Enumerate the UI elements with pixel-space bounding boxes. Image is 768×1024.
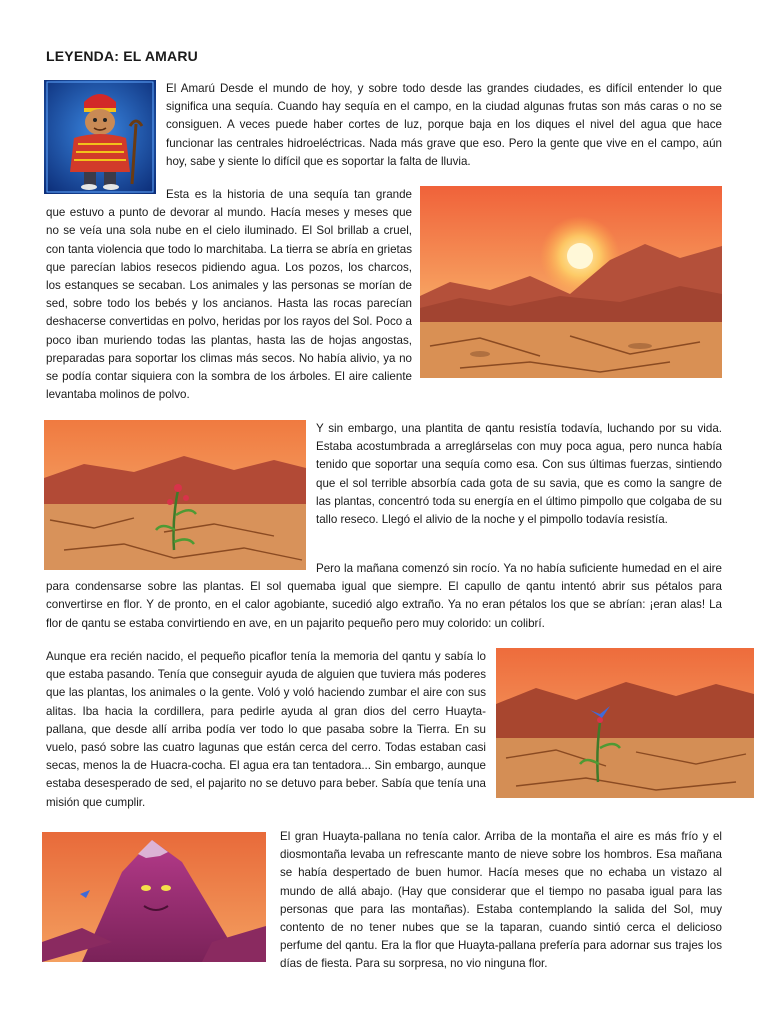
andean-man-illustration (44, 80, 156, 194)
paragraph-5: Aunque era recién nacido, el pequeño picaflor tenía la memoria del qantu y sabía lo que estaba pasando. Tenía que conseguir ayuda de alguien que tuviera más poderes que las plantas, los animales o la gente. Voló y voló haciendo zumbar el aire con sus alitas. Iba hacia la cordillera, para pedirle ayuda al gran dios del cerro Huayta-pallana, que desde allí arriba podía ver todo lo que pasaba sobre la Tierra. En su vuelo, pasó sobre las cuatro lagunas que están cerca del cerro. Todas estaban casi secas, menos la de Huacra-cocha. El agua era tan tentadora... Sin embargo, aunque estaba desesperado de sed, el pajarito no se detuvo para beber. Sabía que tenía una misión que cumplir. (46, 650, 486, 809)
paragraph-3: Y sin embargo, una plantita de qantu resistía todavía, luchando por su vida. Estaba acostumbrada a arreglárselas con muy poca agua, pero nunca había tenido que soportar una sequía como esa. Con sus últimas fuerzas, sintiendo que el sol terrible absorbía cada gota de su savia, que es como la sangre de las plantas, concentró toda su energía en el último pimpollo que colgaba de su tallo reseco. Llegó el alivio de la noche y el pimpollo todavía resistía. (316, 422, 722, 527)
mountain-god-illustration (42, 832, 266, 962)
qantu-plant-illustration (44, 420, 306, 570)
paragraph-1: El Amarú Desde el mundo de hoy, y sobre todo desde las grandes ciudades, es difícil entender lo que significa una sequía. Cuando hay sequía en el campo, en la ciudad algunas frutas son más caras o no se consiguen. A veces puede haber cortes de luz, porque baja en los diques el nivel del agua que hace funcionar las centrales hidroeléctricas. Nada más grave que eso. Pero la gente que vive en el campo, aún hoy, sabe y siente lo difícil que es soportar la falta de lluvia. (166, 82, 722, 168)
desert-sun-illustration (420, 186, 722, 378)
paragraph-2: Esta es la historia de una sequía tan grande que estuvo a punto de devorar al mundo. Hacía meses y meses que no se veía una sola nube en el cielo iluminado. El Sol brillab a cruel, con tanta violencia que todo lo marchitaba. La tierra se abría en grietas que parecían labios resecos pidiendo agua. Los pozos, los charcos, los estanques se secaban. Los animales y las personas se morían de sed, sobre todo los bebés y los ancianos. Hasta las rocas parecían deshacerse convertidas en polvo, heridas por los rayos del Sol. Poco a poco iban muriendo todas las plantas, hasta las de hojas angostas, preparadas para soportar los climas más secos. No había alivio, ya no se podía contar siquiera con la sombra de los árboles. El aire caliente levantaba molinos de polvo. (46, 188, 412, 402)
hummingbird-illustration (496, 648, 754, 798)
paragraph-4: Pero la mañana comenzó sin rocío. Ya no había suficiente humedad en el aire para condensarse sobre las plantas. El sol quemaba igual que siempre. El capullo de qantu intentó abrir sus pétalos para convertirse en flor. Y de pronto, en el calor agobiante, sucedió algo extraño. Ya no eran pétalos los que se abrían: ¡eran alas! La flor de qantu se estaba convirtiendo en ave, en un pajarito pequeño pero muy colorido: un colibrí. (46, 562, 722, 630)
document-title: LEYENDA: EL AMARU (46, 48, 198, 64)
paragraph-6: El gran Huayta-pallana no tenía calor. Arriba de la montaña el aire es más frío y el diosmontaña levaba un refrescante manto de nieve sobre los hombros. Esa mañana se había despertado de buen humor. Hacía meses que no echaba un vistazo al mundo de allá abajo. (Hay que considerar que el tiempo no pasaba igual para las personas que para las montañas). Estaba contemplando la salida del Sol, muy contento de no tener nubes que se la taparan, cuando sintió cerca el delicioso perfume del qantu. Era la flor que Huayta-pallana prefería para adornar sus trajes los días de fiesta. Para su sorpresa, no vio ninguna flor. (280, 830, 722, 971)
